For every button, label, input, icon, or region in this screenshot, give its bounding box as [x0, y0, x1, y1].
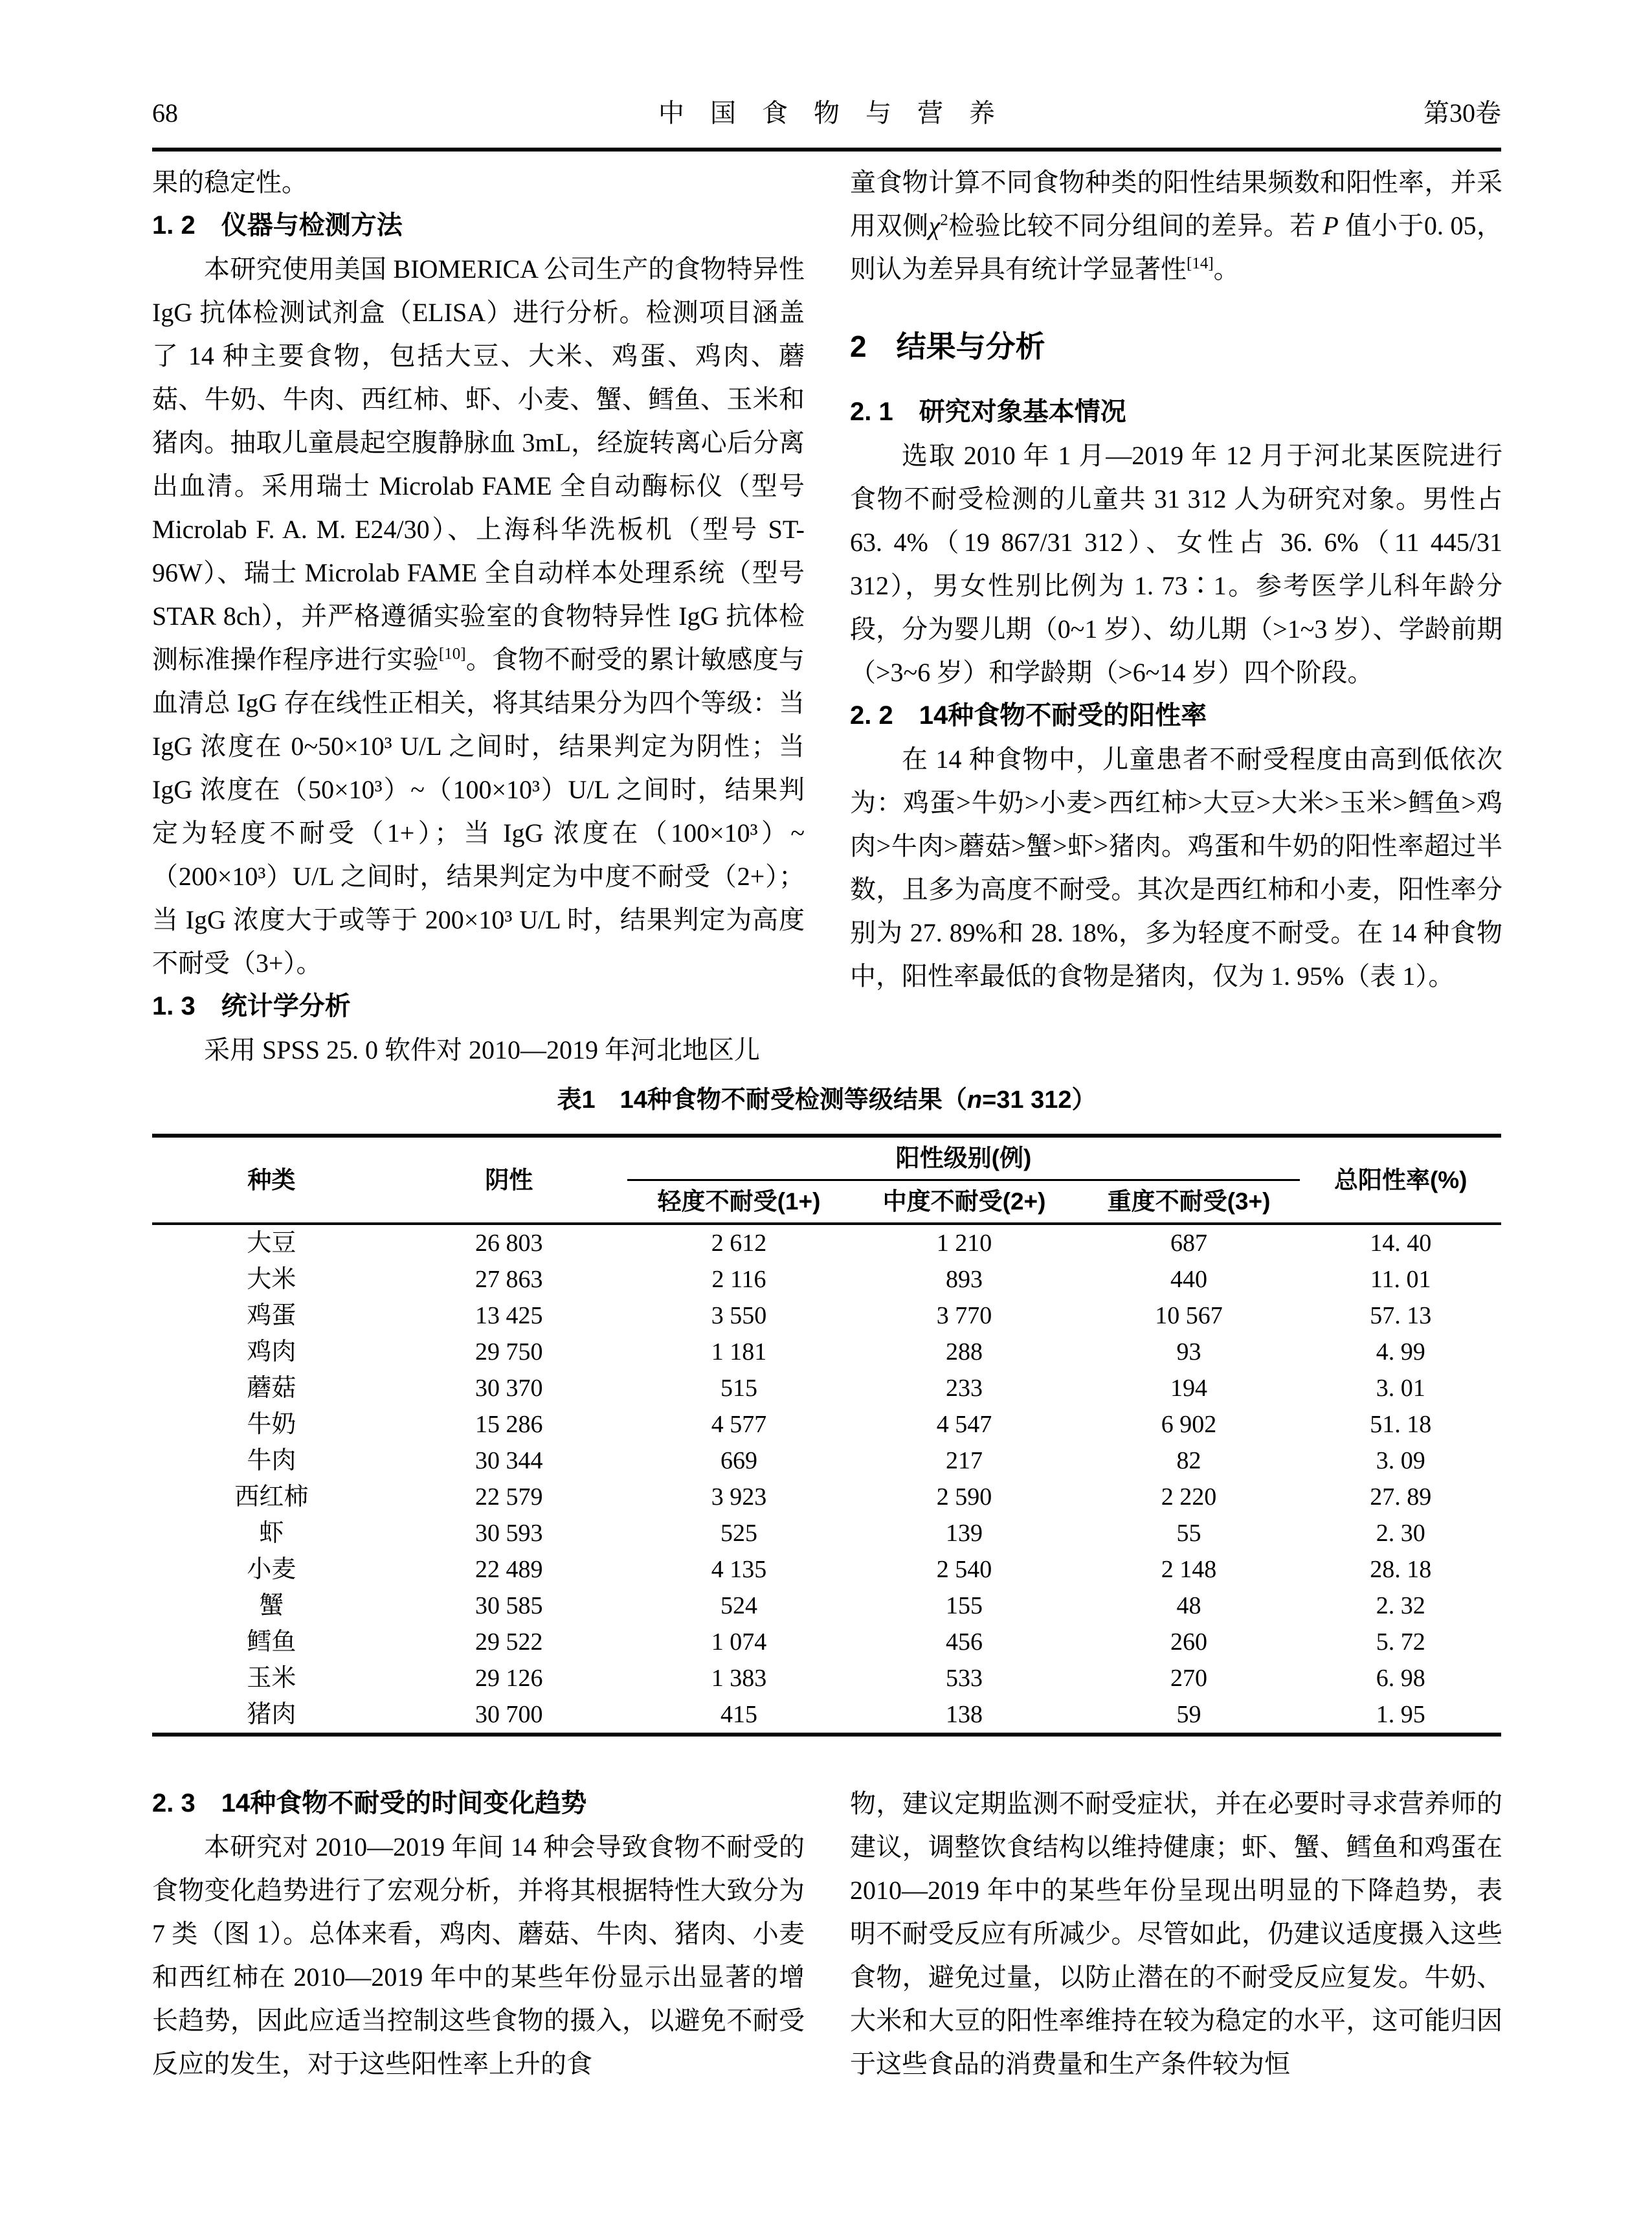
- column-header-mild: 轻度不耐受(1+): [627, 1180, 851, 1224]
- cell-moderate: 2 590: [936, 1483, 992, 1511]
- cell-rate: 6. 98: [1376, 1665, 1425, 1692]
- column-left-upper: [152, 161, 805, 1072]
- text-run: 童食物计算不同食物种类的阳性结果频数和阳性率，并采用双侧: [850, 168, 1502, 240]
- cell-negative: 30 585: [474, 1592, 543, 1619]
- cell-rate: 3. 01: [1376, 1375, 1425, 1402]
- cell-rate: 3. 09: [1376, 1447, 1425, 1474]
- running-head: [152, 97, 1501, 129]
- cell-rate: 1. 95: [1376, 1701, 1425, 1728]
- cell-severe: 194: [1170, 1375, 1208, 1402]
- heading-results: 2 结果与分析: [850, 330, 1045, 363]
- column-right-upper: [850, 161, 1502, 1072]
- table-head: [152, 1136, 1501, 1224]
- cell-negative: 30 344: [474, 1447, 543, 1474]
- cell-negative: 22 489: [474, 1556, 543, 1583]
- table-row: [152, 1479, 1501, 1515]
- chi-symbol: χ: [928, 211, 941, 240]
- results-table-block: [152, 1081, 1501, 1737]
- cell-mild: 4 135: [711, 1556, 767, 1583]
- cell-negative: 29 750: [474, 1338, 543, 1366]
- heading-statistics: 1. 3 统计学分析: [152, 992, 351, 1020]
- cell-rate: 2. 32: [1376, 1592, 1425, 1619]
- heading-trend: 2. 3 14种食物不耐受的时间变化趋势: [152, 1789, 587, 1817]
- cell-moderate: 1 210: [936, 1230, 992, 1257]
- cell-negative: 26 803: [474, 1230, 543, 1257]
- cell-rate: 28. 18: [1370, 1556, 1432, 1583]
- cell-rate: 14. 40: [1370, 1230, 1432, 1257]
- cell-mild: 525: [720, 1520, 758, 1547]
- cell-negative: 30 700: [474, 1701, 543, 1728]
- cell-mild: 1 074: [711, 1628, 767, 1656]
- cell-mild: 3 923: [711, 1483, 767, 1511]
- citation-ref-14: [14]: [1187, 254, 1214, 273]
- table-row: [152, 1624, 1501, 1660]
- cell-rate: 57. 13: [1370, 1302, 1432, 1329]
- table-title-text: =31 312）: [982, 1086, 1097, 1114]
- p-value-symbol: P: [1323, 211, 1339, 240]
- paragraph-instruments: [152, 247, 805, 985]
- cell-severe: 270: [1170, 1665, 1208, 1692]
- cell-category: 牛奶: [247, 1411, 296, 1438]
- cell-rate: 27. 89: [1370, 1483, 1432, 1511]
- table-row: [152, 1588, 1501, 1624]
- cell-negative: 30 370: [474, 1375, 543, 1402]
- cell-moderate: 233: [946, 1375, 983, 1402]
- paragraph-subjects: 选取 2010 年 1 月—2019 年 12 月于河北某医院进行食物不耐受检测的儿童共 31 312 人为研究对象。男性占 63. 4%（19 867/31 312）、女性占 36. 6%（11 445/31 312），男女性别比例为 1. 73∶1。参考医学儿科年龄分段，分为婴儿期（0~1 岁）、幼儿期（>1~3 岁）、学龄前期（>3~6 岁）和学龄期（>6~14 岁）四个阶段。: [850, 441, 1502, 687]
- table-row: [152, 1515, 1501, 1551]
- text-run: 检验比较不同分组间的差异。若: [948, 211, 1323, 240]
- cell-mild: 669: [720, 1447, 758, 1474]
- cell-moderate: 139: [946, 1520, 983, 1547]
- column-header-negative: 阴性: [391, 1136, 627, 1224]
- body-upper: [152, 161, 1501, 1072]
- cell-category: 牛肉: [247, 1447, 296, 1474]
- table-row: [152, 1298, 1501, 1334]
- cell-severe: 59: [1176, 1701, 1201, 1728]
- cell-category: 猪肉: [247, 1701, 296, 1728]
- table-title-text: 表1 14种食物不耐受检测等级结果（: [557, 1086, 967, 1114]
- table-row: [152, 1406, 1501, 1443]
- cell-category: 蘑菇: [247, 1375, 296, 1402]
- cell-severe: 2 220: [1161, 1483, 1217, 1511]
- column-header-category: 种类: [152, 1136, 391, 1224]
- cell-severe: 6 902: [1161, 1411, 1217, 1438]
- column-header-severe: 重度不耐受(3+): [1078, 1180, 1300, 1224]
- cell-severe: 82: [1176, 1447, 1201, 1474]
- cell-negative: 13 425: [474, 1302, 543, 1329]
- citation-ref-10: [10]: [438, 645, 466, 663]
- column-header-moderate: 中度不耐受(2+): [851, 1180, 1077, 1224]
- heading-subjects: 2. 1 研究对象基本情况: [850, 398, 1126, 426]
- table-title: [152, 1081, 1501, 1119]
- cell-moderate: 2 540: [936, 1556, 992, 1583]
- table-row: [152, 1696, 1501, 1735]
- table-row: [152, 1334, 1501, 1370]
- cell-negative: 22 579: [474, 1483, 543, 1511]
- cell-negative: 29 522: [474, 1628, 543, 1656]
- cell-mild: 2 116: [711, 1266, 766, 1293]
- cell-mild: 4 577: [711, 1411, 767, 1438]
- cell-mild: 3 550: [711, 1302, 767, 1329]
- cell-category: 西红柿: [234, 1483, 309, 1511]
- cell-mild: 1 383: [711, 1665, 767, 1692]
- cell-category: 大豆: [247, 1230, 296, 1257]
- page-number: 68: [152, 98, 178, 128]
- cell-moderate: 4 547: [936, 1411, 992, 1438]
- cell-moderate: 3 770: [936, 1302, 992, 1329]
- cell-moderate: 533: [946, 1665, 983, 1692]
- table-row: [152, 1551, 1501, 1588]
- cell-rate: 4. 99: [1376, 1338, 1425, 1366]
- cell-rate: 2. 30: [1376, 1520, 1425, 1547]
- cell-category: 大米: [247, 1266, 296, 1293]
- cell-moderate: 138: [946, 1701, 983, 1728]
- cell-moderate: 288: [946, 1338, 983, 1366]
- paragraph-trend: 本研究对 2010—2019 年间 14 种会导致食物不耐受的食物变化趋势进行了宏观分析，并将其根据特性大致分为 7 类（图 1）。总体来看，鸡肉、蘑菇、牛肉、猪肉、小麦和西红柿在 2010—2019 年中的某些年份显示出显著的增长趋势，因此应适当控制这些食物的摄入，以避免不耐受反应的发生，对于这些阳性率上升的食: [152, 1832, 805, 2078]
- column-header-positive-levels: 阳性级别(例): [627, 1136, 1300, 1180]
- paragraph-positive-rate: 在 14 种食物中，儿童患者不耐受程度由高到低依次为：鸡蛋>牛奶>小麦>西红柿>大豆>大米>玉米>鳕鱼>鸡肉>牛肉>蘑菇>蟹>虾>猪肉。鸡蛋和牛奶的阳性率超过半数，且多为高度不耐受。其次是西红柿和小麦，阳性率分别为 27. 89%和 28. 18%，多为轻度不耐受。在 14 种食物中，阳性率最低的食物是猪肉，仅为 1. 95%（表 1）。: [850, 745, 1502, 991]
- column-left-lower: [152, 1782, 805, 2085]
- text-run: 。食物不耐受的累计敏感度与血清总 IgG 存在线性正相关，将其结果分为四个等级：当 IgG 浓度在 0~50×10³ U/L 之间时，结果判定为阴性；当 IgG 浓度在（50×10³）~（100×10³）U/L 之间时，结果判定为轻度不耐受（1+）；当 IgG 浓度在（100×10³）~（200×10³）U/L 之间时，结果判定为中度不耐受（2+）；当 IgG 浓度大于或等于 200×10³ U/L 时，结果判定为高度不耐受（3+）。: [152, 645, 805, 978]
- text-run: 本研究使用美国 BIOMERICA 公司生产的食物特异性 IgG 抗体检测试剂盒（ELISA）进行分析。检测项目涵盖了 14 种主要食物，包括大豆、大米、鸡蛋、鸡肉、蘑菇、牛奶、牛肉、西红柿、虾、小麦、蟹、鳕鱼、玉米和猪肉。抽取儿童晨起空腹静脉血 3mL，经旋转离心后分离出血清。采用瑞士 Microlab FAME 全自动酶标仪（型号 Microlab F. A. M. E24/30）、上海科华洗板机（型号 ST-96W）、瑞士 Microlab FAME 全自动样本处理系统（型号 STAR 8ch），并严格遵循实验室的食物特异性 IgG 抗体检测标准操作程序进行实验: [152, 254, 805, 674]
- cell-negative: 15 286: [474, 1411, 543, 1438]
- chi-exponent: 2: [940, 211, 948, 229]
- cell-moderate: 456: [946, 1628, 983, 1656]
- cell-severe: 687: [1170, 1230, 1208, 1257]
- cell-category: 鳕鱼: [247, 1628, 296, 1656]
- table-row: [152, 1443, 1501, 1479]
- text-run: 。: [1213, 254, 1240, 284]
- cell-negative: 30 593: [474, 1520, 543, 1547]
- cell-severe: 440: [1170, 1266, 1208, 1293]
- paragraph-chi-square-test: [850, 161, 1502, 291]
- journal-title: 中 国 食 物 与 营 养: [658, 98, 995, 128]
- cell-severe: 55: [1176, 1520, 1201, 1547]
- table-body: [152, 1224, 1501, 1735]
- sample-size-symbol: n: [966, 1086, 983, 1114]
- cell-negative: 29 126: [474, 1665, 543, 1692]
- cell-mild: 1 181: [711, 1338, 767, 1366]
- heading-positive-rate: 2. 2 14种食物不耐受的阳性率: [850, 701, 1207, 730]
- table-row: [152, 1224, 1501, 1261]
- cell-mild: 415: [720, 1701, 758, 1728]
- cell-moderate: 155: [946, 1592, 983, 1619]
- cell-category: 玉米: [247, 1665, 296, 1692]
- cell-category: 小麦: [247, 1556, 296, 1583]
- cell-moderate: 217: [946, 1447, 983, 1474]
- paragraph-statistics: 采用 SPSS 25. 0 软件对 2010—2019 年河北地区儿: [204, 1035, 760, 1064]
- cell-mild: 524: [720, 1592, 758, 1619]
- cell-negative: 27 863: [474, 1266, 543, 1293]
- text-run: 值小于0. 05，则认为差异具有统计学显著性: [850, 211, 1503, 284]
- table-row: [152, 1370, 1501, 1406]
- heading-instruments: 1. 2 仪器与检测方法: [152, 211, 403, 240]
- results-table: [152, 1134, 1501, 1737]
- cell-category: 鸡肉: [247, 1338, 296, 1366]
- cell-severe: 48: [1176, 1592, 1201, 1619]
- column-header-total-rate: 总阳性率(%): [1300, 1136, 1501, 1224]
- cell-severe: 93: [1176, 1338, 1201, 1366]
- cell-rate: 11. 01: [1370, 1266, 1431, 1293]
- table-row: [152, 1261, 1501, 1298]
- cell-rate: 51. 18: [1370, 1411, 1432, 1438]
- table-header-row: [152, 1136, 1501, 1180]
- cell-moderate: 893: [946, 1266, 983, 1293]
- body-lower: [152, 1782, 1501, 2085]
- paragraph-continuation: 果的稳定性。: [152, 168, 307, 197]
- cell-severe: 260: [1170, 1628, 1208, 1656]
- cell-category: 虾: [259, 1520, 284, 1547]
- table-row: [152, 1660, 1501, 1696]
- cell-rate: 5. 72: [1376, 1628, 1425, 1656]
- cell-category: 鸡蛋: [247, 1302, 296, 1329]
- cell-severe: 2 148: [1161, 1556, 1217, 1583]
- cell-mild: 2 612: [711, 1230, 767, 1257]
- paragraph-trend-continued: 物，建议定期监测不耐受症状，并在必要时寻求营养师的建议，调整饮食结构以维持健康；虾、蟹、鳕鱼和鸡蛋在 2010—2019 年中的某些年份呈现出明显的下降趋势，表明不耐受反应有所减少。尽管如此，仍建议适度摄入这些食物，避免过量，以防止潜在的不耐受反应复发。牛奶、大米和大豆的阳性率维持在较为稳定的水平，这可能归因于这些食品的消费量和生产条件较为恒: [850, 1789, 1502, 2078]
- header-rule: [152, 148, 1501, 152]
- cell-mild: 515: [720, 1375, 758, 1402]
- column-right-lower: [850, 1782, 1502, 2085]
- cell-category: 蟹: [259, 1592, 284, 1619]
- cell-severe: 10 567: [1155, 1302, 1223, 1329]
- volume-label: 第30卷: [1423, 98, 1501, 128]
